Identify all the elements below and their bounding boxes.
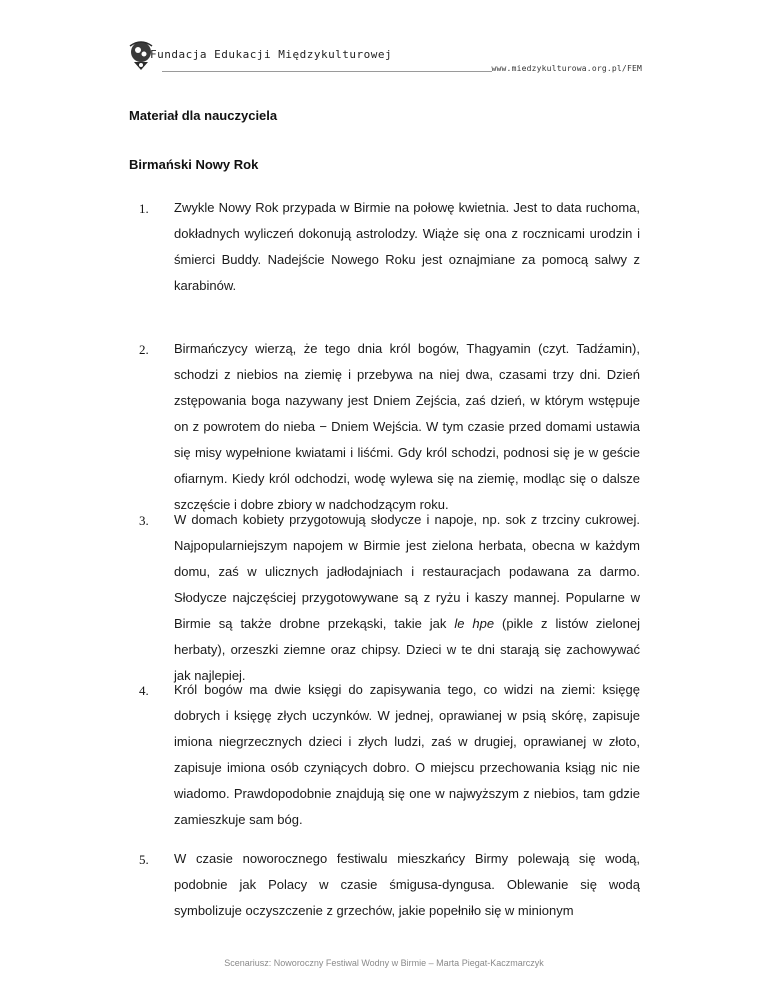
list-item-text: Birmańczycy wierzą, że tego dnia król bogów, Thagyamin (czyt. Tadźamin), schodzi z niebios na ziemię i przebywa na niej dwa, czasami trzy dni. Dzień zstępowania boga nazywany jest Dniem Zejścia, zaś dzień, w którym wstępuje on z powrotem do nieba − Dniem Wejścia. W tym czasie przed domami ustawia się misy wypełnione kwiatami i liśćmi. Gdy król schodzi, podnosi się je w geście ofiarnym. Kiedy król odchodzi, wodę wylewa się na ziemię, modląc się o dalsze szczęście i dobre zbiory w nadchodzącym roku. bbox=[174, 341, 640, 512]
list-item-number: 4. bbox=[139, 683, 149, 698]
header-divider bbox=[162, 71, 492, 72]
section-label: Materiał dla nauczyciela bbox=[129, 108, 278, 123]
list-item-text: W czasie noworocznego festiwalu mieszkańcy Birmy polewają się wodą, podobnie jak Polacy w czasie śmigusa-dyngusa. Oblewanie się wodą symbolizuje oczyszczenie z grzechów, jakie popełniło się w minionym bbox=[174, 851, 640, 918]
list-item-number: 5. bbox=[139, 852, 149, 867]
italic-term: le hpe bbox=[454, 616, 495, 631]
list-item-number: 2. bbox=[139, 342, 149, 357]
page-footer: Scenariusz: Noworoczny Festiwal Wodny w Birmie – Marta Piegat-Kaczmarczyk bbox=[224, 958, 544, 968]
list-item-text-part: (pikle z listów zielonej herbaty), orzeszki ziemne oraz chipsy. Dzieci w te dni starają się zachowywać jak najlepiej. bbox=[174, 616, 641, 683]
list-item-number: 3. bbox=[139, 513, 149, 528]
organization-name: Fundacja Edukacji Międzykulturowej bbox=[150, 48, 393, 61]
list-item-text: Król bogów ma dwie księgi do zapisywania tego, co widzi na ziemi: księgę dobrych i księgę złych uczynków. W jednej, oprawianej w psią skórę, zapisuje imiona niegrzecznych dzieci i złych ludzi, zaś w drugiej, oprawianej w złoto, zapisuje imiona osób czyniących dobro. O miejscu przechowania ksiąg nic nie wiadomo. Prawdopodobnie znajdują się one w najwyższym z niebios, tam gdzie zamieszkuje sam bóg. bbox=[174, 682, 640, 827]
list-item-number: 1. bbox=[139, 201, 149, 216]
document-title: Birmański Nowy Rok bbox=[129, 157, 259, 172]
list-item-text: Zwykle Nowy Rok przypada w Birmie na połowę kwietnia. Jest to data ruchoma, dokładnych wyliczeń dokonują astrolodzy. Wiąże się ona z rocznicami urodzin i śmierci Buddy. Nadejście Nowego Roku jest oznajmiane za pomocą salwy z karabinów. bbox=[174, 200, 640, 293]
list-item-text-part: W domach kobiety przygotowują słodycze i napoje, np. sok z trzciny cukrowej. Najpopularniejszym napojem w Birmie jest zielona herbata, obecna w każdym domu, zaś w ulicznych jadłodajniach i restauracjach podawana za darmo. Słodycze najczęściej przygotowywane są z ryżu i kaszy mannej. Popularne w Birmie są także drobne przekąski, takie jak bbox=[174, 512, 640, 631]
list-item-text bbox=[174, 507, 640, 689]
page-header bbox=[124, 40, 644, 80]
organization-url: www.miedzykulturowa.org.pl/FEM bbox=[491, 64, 642, 73]
